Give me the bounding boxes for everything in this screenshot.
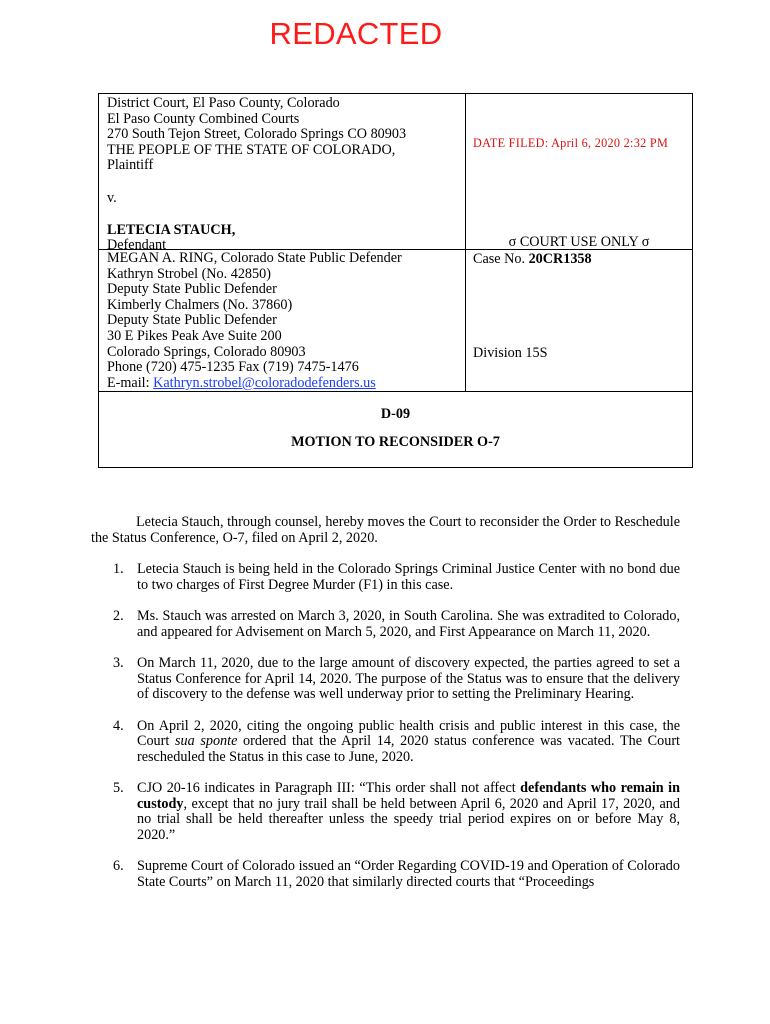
date-filed-stamp: DATE FILED: April 6, 2020 2:32 PM	[473, 136, 669, 150]
list-item	[91, 609, 680, 640]
counsel-line: Deputy State Public Defender	[107, 281, 277, 298]
email-line	[107, 376, 402, 392]
counsel-line: Deputy State Public Defender	[107, 312, 277, 329]
item-number: 4.	[113, 717, 124, 734]
email-link[interactable]: Kathryn.strobel@coloradodefenders.us	[153, 374, 376, 391]
item-text-part: CJO 20-16 indicates in Paragraph III: “This order shall not affect	[137, 780, 521, 796]
item-text: Ms. Stauch was arrested on March 3, 2020, in South Carolina. She was extradited to Colorado, and appeared for Advisement on March 5, 2020, and First Appearance on March 11, 2020.	[137, 608, 680, 640]
versus-label: v.	[107, 189, 117, 206]
division-label: Division 15S	[473, 345, 548, 361]
item-text-part: , except that no jury trail shall be held between April 6, 2020 and April 17, 2020, and no trial shall be held thereafter unless the speedy trial period expires on or before May 8, 2020.”	[137, 795, 680, 843]
item-text-part: On April 2, 2020, citing the ongoing public health crisis and public interest in this case, the Court	[137, 717, 680, 749]
list-item	[91, 719, 680, 766]
counsel-line: Kimberly Chalmers (No. 37860)	[107, 296, 293, 313]
list-item	[91, 562, 680, 593]
case-caption-box	[98, 93, 693, 468]
item-number: 3.	[113, 655, 124, 671]
counsel-line: Phone (720) 475-1235 Fax (719) 7475-1476	[107, 359, 359, 376]
document-number: D-09	[380, 406, 411, 422]
counsel-line: 30 E Pikes Peak Ave Suite 200	[107, 327, 282, 344]
defendant-name: LETECIA STAUCH,	[107, 221, 236, 238]
item-text: On March 11, 2020, due to the large amount of discovery expected, the parties agreed to set a Status Conference for April 14, 2020. The purpose of the Status was to ensure that the delivery of discovery to the defense was well underway prior to setting the Preliminary Hearing.	[137, 655, 680, 702]
item-number: 1.	[113, 561, 124, 577]
case-number	[473, 251, 592, 268]
caption-parties-cell	[99, 94, 466, 254]
item-text: Letecia Stauch is being held in the Colorado Springs Criminal Justice Center with no bond due to two charges of First Degree Murder (F1) in this case.	[137, 561, 680, 593]
item-number: 2.	[113, 608, 124, 624]
list-item	[91, 781, 680, 843]
court-line: 270 South Tejon Street, Colorado Springs CO 80903	[107, 126, 407, 143]
court-use-only-label: σ COURT USE ONLY σ	[508, 234, 650, 250]
plaintiff-role: Plaintiff	[107, 157, 154, 174]
item-text: Supreme Court of Colorado issued an “Order Regarding COVID-19 and Operation of Colorado State Courts” on March 11, 2020 that similarly directed courts that “Proceedings	[137, 858, 680, 890]
caption-court-info-cell	[466, 94, 692, 249]
counsel-line: Colorado Springs, Colorado 80903	[107, 343, 306, 360]
motion-body	[91, 515, 680, 906]
intro-paragraph: Letecia Stauch, through counsel, hereby moves the Court to reconsider the Order to Reschedule the Status Conference, O-7, filed on April 2, 2020.	[91, 514, 680, 546]
email-label: E-mail:	[107, 374, 154, 391]
caption-counsel-cell	[99, 249, 466, 391]
item-number: 5.	[113, 780, 124, 796]
court-line: District Court, El Paso County, Colorado	[107, 95, 340, 111]
court-line: El Paso County Combined Courts	[107, 110, 300, 127]
defendant-role: Defendant	[107, 237, 167, 254]
document-title: MOTION TO RECONSIDER O-7	[291, 434, 500, 450]
item-text-part: ordered that the April 14, 2020 status conference was vacated. The Court rescheduled the Status in this case to June, 2020.	[137, 733, 680, 765]
item-text	[137, 780, 680, 843]
case-number-value: 20CR1358	[528, 251, 592, 267]
case-number-label: Case No.	[473, 251, 529, 267]
numbered-paragraphs	[91, 562, 680, 890]
counsel-line: Kathryn Strobel (No. 42850)	[107, 265, 271, 282]
plaintiff-name: THE PEOPLE OF THE STATE OF COLORADO,	[107, 141, 396, 158]
caption-case-cell	[466, 249, 692, 391]
list-item	[91, 859, 680, 890]
item-number: 6.	[113, 858, 124, 874]
counsel-line: MEGAN A. RING, Colorado State Public Defender	[107, 250, 402, 266]
caption-title-cell	[99, 391, 692, 467]
bold-term: defendants who remain in custody	[137, 780, 680, 812]
italic-term: sua sponte	[174, 733, 238, 749]
redacted-stamp: REDACTED	[269, 16, 443, 51]
item-text	[137, 718, 680, 765]
list-item	[91, 656, 680, 703]
